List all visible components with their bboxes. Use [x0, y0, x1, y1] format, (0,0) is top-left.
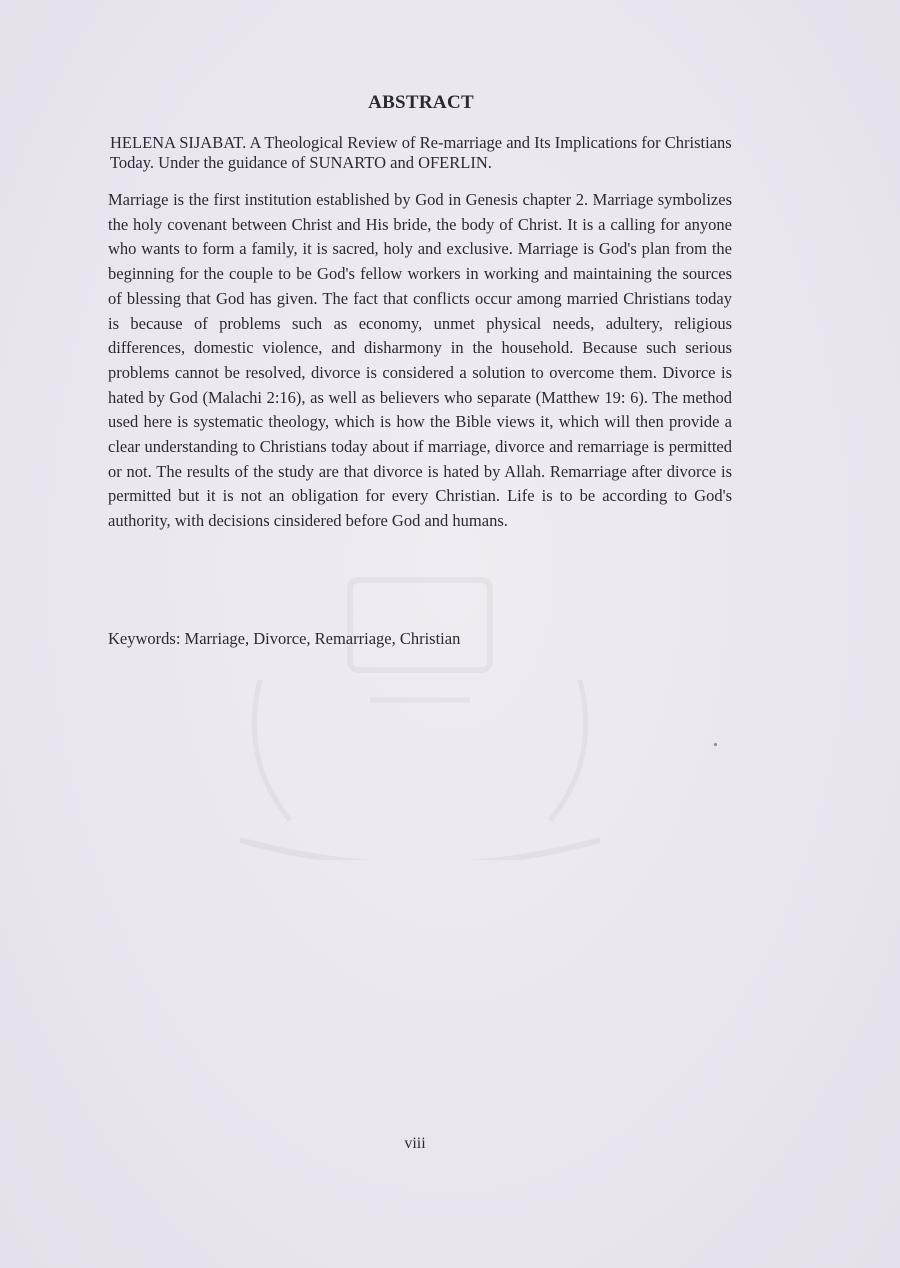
seal-watermark-icon: [200, 560, 640, 860]
abstract-citation: HELENA SIJABAT. A Theological Review of Re-marriage and Its Implications for Christians Today. Under the guidance of SUNARTO and OFERLIN.: [110, 133, 732, 172]
abstract-keywords: Keywords: Marriage, Divorce, Remarriage, Christian: [108, 629, 461, 648]
paper-speck: [714, 743, 717, 746]
abstract-heading: ABSTRACT: [368, 92, 474, 113]
page-number: viii: [404, 1135, 426, 1152]
abstract-body: Marriage is the first institution established by God in Genesis chapter 2. Marriage symbolizes the holy covenant between Christ and His bride, the body of Christ. It is a calling for anyone who wants to form a family, it is sacred, holy and exclusive. Marriage is God's plan from the beginning for the couple to be God's fellow workers in working and maintaining the sources of blessing that God has given. The fact that conflicts occur among married Christians today is because of problems such as economy, unmet physical needs, adultery, religious differences, domestic violence, and disharmony in the household. Because such serious problems cannot be resolved, divorce is considered a solution to overcome them. Divorce is hated by God (Malachi 2:16), as well as believers who separate (Matthew 19: 6). The method used here is systematic theology, which is how the Bible views it, which will then provide a clear understanding to Christians today about if marriage, divorce and remarriage is permitted or not. The results of the study are that divorce is hated by Allah. Remarriage after divorce is permitted but it is not an obligation for every Christian. Life is to be according to God's authority, with decisions cinsidered before God and humans.: [108, 190, 732, 531]
